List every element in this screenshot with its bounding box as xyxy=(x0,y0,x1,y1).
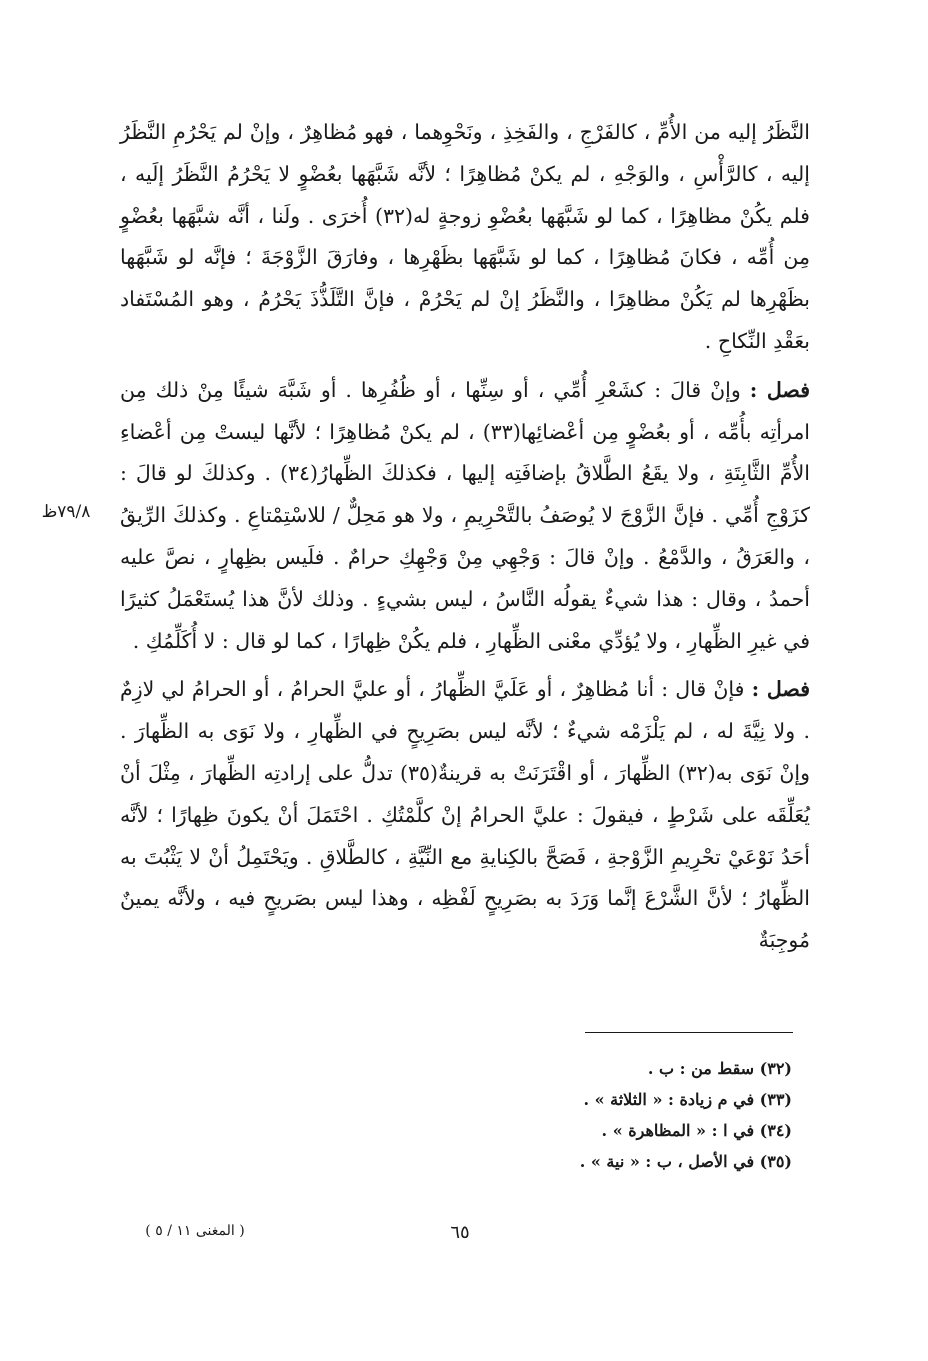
paragraph-3-heading: فصل : xyxy=(751,677,810,702)
footnote-32: (٣٢) سقط من : ب . xyxy=(647,1059,792,1078)
paragraph-3 xyxy=(120,669,810,962)
footnotes xyxy=(440,1053,792,1177)
paragraph-2-heading: فصل : xyxy=(749,377,811,402)
main-text xyxy=(120,112,810,962)
paragraph-3-text: فإنْ قال : أنا مُظاهِرٌ ، أو عَلَيَّ الظِّهارُ ، أو عليَّ الحرامُ ، أو الحرامُ لي لازِمٌ . ولا نِيَّةَ له ، لم يَلْزَمْه شيءٌ ؛ لأنَّه ليس بصَرِيحٍ في الظِّهارِ ، ولا نَوَى به الظِّهارَ . وإنْ نَوَى به(٣٢) الظِّهارَ ، أو اقْتَرَنَتْ به قرينةٌ(٣٥) تدلُّ على إرادتِه الظِّهارَ ، مِثْلَ أنْ يُعَلِّقَه على شَرْطٍ ، فيقولَ : عليَّ الحرامُ إنْ كلَّمْتُكِ . احْتَمَلَ أنْ يكونَ ظِهارًا ؛ لأنَّه أحَدُ نَوْعَيْ تحْرِيمِ الزَّوْجةِ ، فَصَحَّ بالكِنايةِ مع النِّيَّةِ ، كالطَّلاقِ . ويَحْتَمِلُ أنْ لا يَثْبُتَ به الظِّهارُ ؛ لأنَّ الشَّرْعَ إنَّما وَرَدَ به بصَرِيحٍ لَفْظِه ، وهذا ليس بصَريحٍ فيه ، ولأنَّه يمينٌ مُوجِبَةٌ xyxy=(120,677,810,953)
footnote-33: (٣٣) في م زيادة : « الثلاثة » . xyxy=(583,1090,792,1109)
footnote-35: (٣٥) في الأصل ، ب : « نية » . xyxy=(579,1152,792,1171)
paragraph-2 xyxy=(120,370,810,663)
manuscript-folio-note: ٧٩/٨ظ xyxy=(41,502,91,522)
signature-mark: ( المغنى ١١ / ٥ ) xyxy=(145,1223,245,1239)
paragraph-1 xyxy=(120,112,810,363)
page-number: ٦٥ xyxy=(450,1222,470,1243)
footnote-divider xyxy=(585,1032,793,1033)
paragraph-1-text: النَّظَرُ إليه من الأُمِّ ، كالفَرْجِ ، والفَخِذِ ، ونَحْوِهما ، فهو مُظاهِرٌ ، وإنْ لم يَحْرُمِ النَّظَرُ إليه ، كالرَّأْسِ ، والوَجْهِ ، لم يكنْ مُظاهِرًا ؛ لأنَّه شَبَّهَها بعُضْوٍ لا يَحْرُمُ النَّظَرُ إلَيه ، فلم يكُنْ مظاهِرًا ، كما لو شَبَّهَها بعُضْوِ زوجةٍ له(٣٢) أُخرَى . ولَنا ، أنَّه شبَّهَها بعُضْوٍ مِن أُمِّه ، فكانَ مُظاهِرًا ، كما لو شَبَّهَها بظَهْرِها ، وفارَقَ الزَّوْجَةَ ؛ فإنَّه لو شَبَّهَها بظَهْرِها لم يَكُنْ مظاهِرًا ، والنَّظَرُ إنْ لم يَحْرُمْ ، فإنَّ التَّلَذُّذَ يَحْرُمُ ، وهو المُسْتَفاد بعَقْدِ النِّكاحِ . xyxy=(120,120,810,353)
footnote-34: (٣٤) في ا : « المظاهرة » . xyxy=(601,1121,792,1140)
paragraph-2-text: وإنْ قالَ : كشَعْرِ أُمِّي ، أو سِنِّها ، أو ظُفُرِها . أو شَبَّهَ شيئًا مِنْ ذلك مِن امرأتِه بأُمِّه ، أو بعُضْوٍ مِن أعْضائِها(٣٣) ، لم يكنْ مُظاهِرًا ؛ لأنَّها ليستْ مِن أعْضاءِ الأُمِّ الثَّابِتَةِ ، ولا يقَعُ الطَّلاقُ بإضافَتِه إليها ، فكذلكَ الظِّهارُ(٣٤) . وكذلكَ لو قالَ : كزَوْجِ أُمِّي . فإنَّ الزَّوْجَ لا يُوصَفُ بالتَّحْرِيمِ ، ولا هو مَحِلٌّ / للاسْتِمْتاعِ . وكذلكَ الرِّيقُ ، والعَرَقُ ، والدَّمْعُ . وإنْ قالَ : وَجْهِي مِنْ وَجْهِكِ حرامٌ . فلَيس بظِهارٍ ، نصَّ عليه أحمدُ ، وقال : هذا شيءٌ يقولُه النَّاسُ ، ليس بشيءٍ . وذلك لأنَّ هذا يُستَعْمَلُ كثيرًا في غيرِ الظِّهارِ ، ولا يُؤدِّي معْنى الظِّهارِ ، فلم يكُنْ ظِهارًا ، كما لو قال : لا أُكَلِّمُكِ . xyxy=(120,377,810,653)
